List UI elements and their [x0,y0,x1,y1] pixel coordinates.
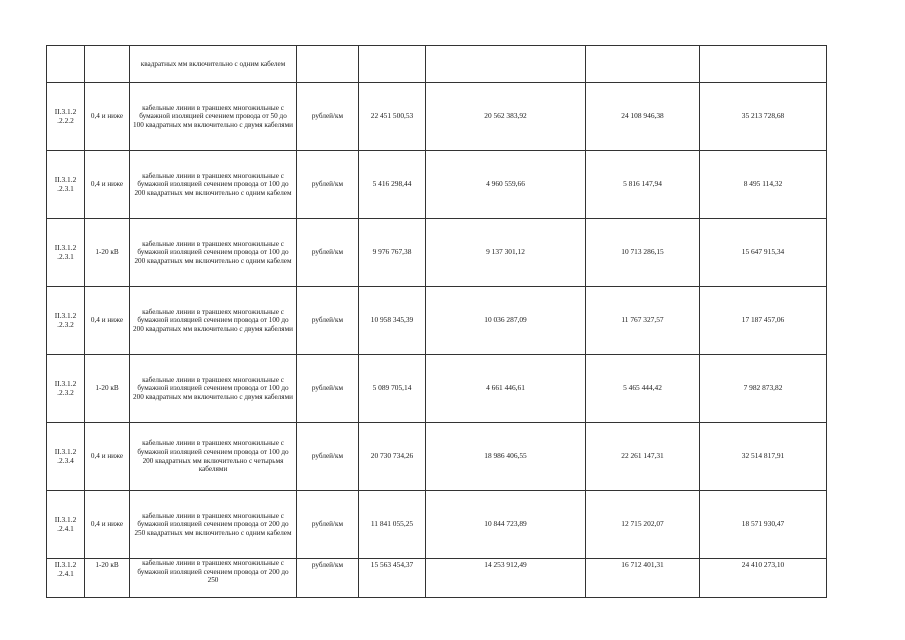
value-cell-3: 12 715 202,07 [586,491,700,559]
unit-cell: рублей/км [297,151,359,219]
description-cell: кабельные линии в траншеях многожильные с бумажной изоляцией сечением провода от 100 до 200 квадратных мм включительно с одним кабелем [130,151,297,219]
row-code-cell [47,46,85,83]
description-cell: кабельные линии в траншеях многожильные с бумажной изоляцией сечением провода от 200 до 250 квадратных мм включительно с одним кабелем [130,491,297,559]
row-code-cell: II.3.1.2 .2.2.2 [47,83,85,151]
description-cell: кабельные линии в траншеях многожильные с бумажной изоляцией сечением провода от 200 до 250 [130,559,297,598]
unit-cell: рублей/км [297,219,359,287]
table-row [47,287,827,355]
row-code-cell: II.3.1.2 .2.4.1 [47,491,85,559]
description-cell: кабельные линии в траншеях многожильные с бумажной изоляцией сечением провода от 100 до 200 квадратных мм включительно с одним кабелем [130,219,297,287]
value-cell-4: 35 213 728,68 [700,83,827,151]
value-cell-3: 11 767 327,57 [586,287,700,355]
value-cell-2: 14 253 912,49 [426,559,586,598]
table-row [47,355,827,423]
tariff-table [46,45,827,598]
value-cell-4: 18 571 930,47 [700,491,827,559]
unit-cell [297,46,359,83]
row-code-cell: II.3.1.2 .2.3.2 [47,355,85,423]
value-cell-4: 17 187 457,06 [700,287,827,355]
value-cell-3: 24 108 946,38 [586,83,700,151]
value-cell-3: 5 816 147,94 [586,151,700,219]
unit-cell: рублей/км [297,559,359,598]
description-cell: кабельные линии в траншеях многожильные с бумажной изоляцией сечением провода от 100 до 200 квадратных мм включительно с двумя кабелями [130,287,297,355]
unit-cell: рублей/км [297,491,359,559]
row-code-cell: II.3.1.2 .2.3.1 [47,219,85,287]
voltage-cell: 1-20 кВ [85,355,130,423]
value-cell-2: 4 960 559,66 [426,151,586,219]
value-cell-1: 10 958 345,39 [359,287,426,355]
table-row [47,46,827,83]
value-cell-2: 10 036 287,09 [426,287,586,355]
value-cell-2: 9 137 301,12 [426,219,586,287]
table-row [47,491,827,559]
table-row [47,83,827,151]
value-cell-2: 18 986 406,55 [426,423,586,491]
value-cell-3: 5 465 444,42 [586,355,700,423]
row-code-cell: II.3.1.2 .2.3.4 [47,423,85,491]
value-cell-3: 16 712 401,31 [586,559,700,598]
value-cell-2: 20 562 383,92 [426,83,586,151]
value-cell-2: 10 844 723,89 [426,491,586,559]
row-code-cell: II.3.1.2 .2.4.1 [47,559,85,598]
value-cell-1: 22 451 500,53 [359,83,426,151]
voltage-cell: 0,4 и ниже [85,287,130,355]
value-cell-4: 8 495 114,32 [700,151,827,219]
unit-cell: рублей/км [297,83,359,151]
value-cell-2 [426,46,586,83]
unit-cell: рублей/км [297,287,359,355]
value-cell-1: 5 416 298,44 [359,151,426,219]
voltage-cell: 1-20 кВ [85,219,130,287]
row-code-cell: II.3.1.2 .2.3.1 [47,151,85,219]
value-cell-1: 9 976 767,38 [359,219,426,287]
table-row [47,423,827,491]
voltage-cell [85,46,130,83]
voltage-cell: 0,4 и ниже [85,151,130,219]
description-cell: кабельные линии в траншеях многожильные с бумажной изоляцией сечением провода от 50 до 100 квадратных мм включительно с двумя кабелями [130,83,297,151]
value-cell-4: 24 410 273,10 [700,559,827,598]
voltage-cell: 0,4 и ниже [85,83,130,151]
value-cell-1: 5 089 705,14 [359,355,426,423]
value-cell-1: 20 730 734,26 [359,423,426,491]
voltage-cell: 0,4 и ниже [85,491,130,559]
unit-cell: рублей/км [297,423,359,491]
value-cell-3 [586,46,700,83]
value-cell-1: 11 841 055,25 [359,491,426,559]
unit-cell: рублей/км [297,355,359,423]
value-cell-1 [359,46,426,83]
value-cell-2: 4 661 446,61 [426,355,586,423]
voltage-cell: 1-20 кВ [85,559,130,598]
value-cell-1: 15 563 454,37 [359,559,426,598]
value-cell-4: 15 647 915,34 [700,219,827,287]
value-cell-4: 32 514 817,91 [700,423,827,491]
table-row [47,559,827,598]
value-cell-3: 10 713 286,15 [586,219,700,287]
value-cell-4: 7 982 873,82 [700,355,827,423]
value-cell-3: 22 261 147,31 [586,423,700,491]
description-cell: кабельные линии в траншеях многожильные с бумажной изоляцией сечением провода от 100 до 200 квадратных мм включительно с четырьмя кабелями [130,423,297,491]
table-row [47,151,827,219]
table-row [47,219,827,287]
description-cell: кабельные линии в траншеях многожильные с бумажной изоляцией сечением провода от 100 до 200 квадратных мм включительно с двумя кабелями [130,355,297,423]
row-code-cell: II.3.1.2 .2.3.2 [47,287,85,355]
description-cell: квадратных мм включительно с одним кабелем [130,46,297,83]
value-cell-4 [700,46,827,83]
voltage-cell: 0,4 и ниже [85,423,130,491]
